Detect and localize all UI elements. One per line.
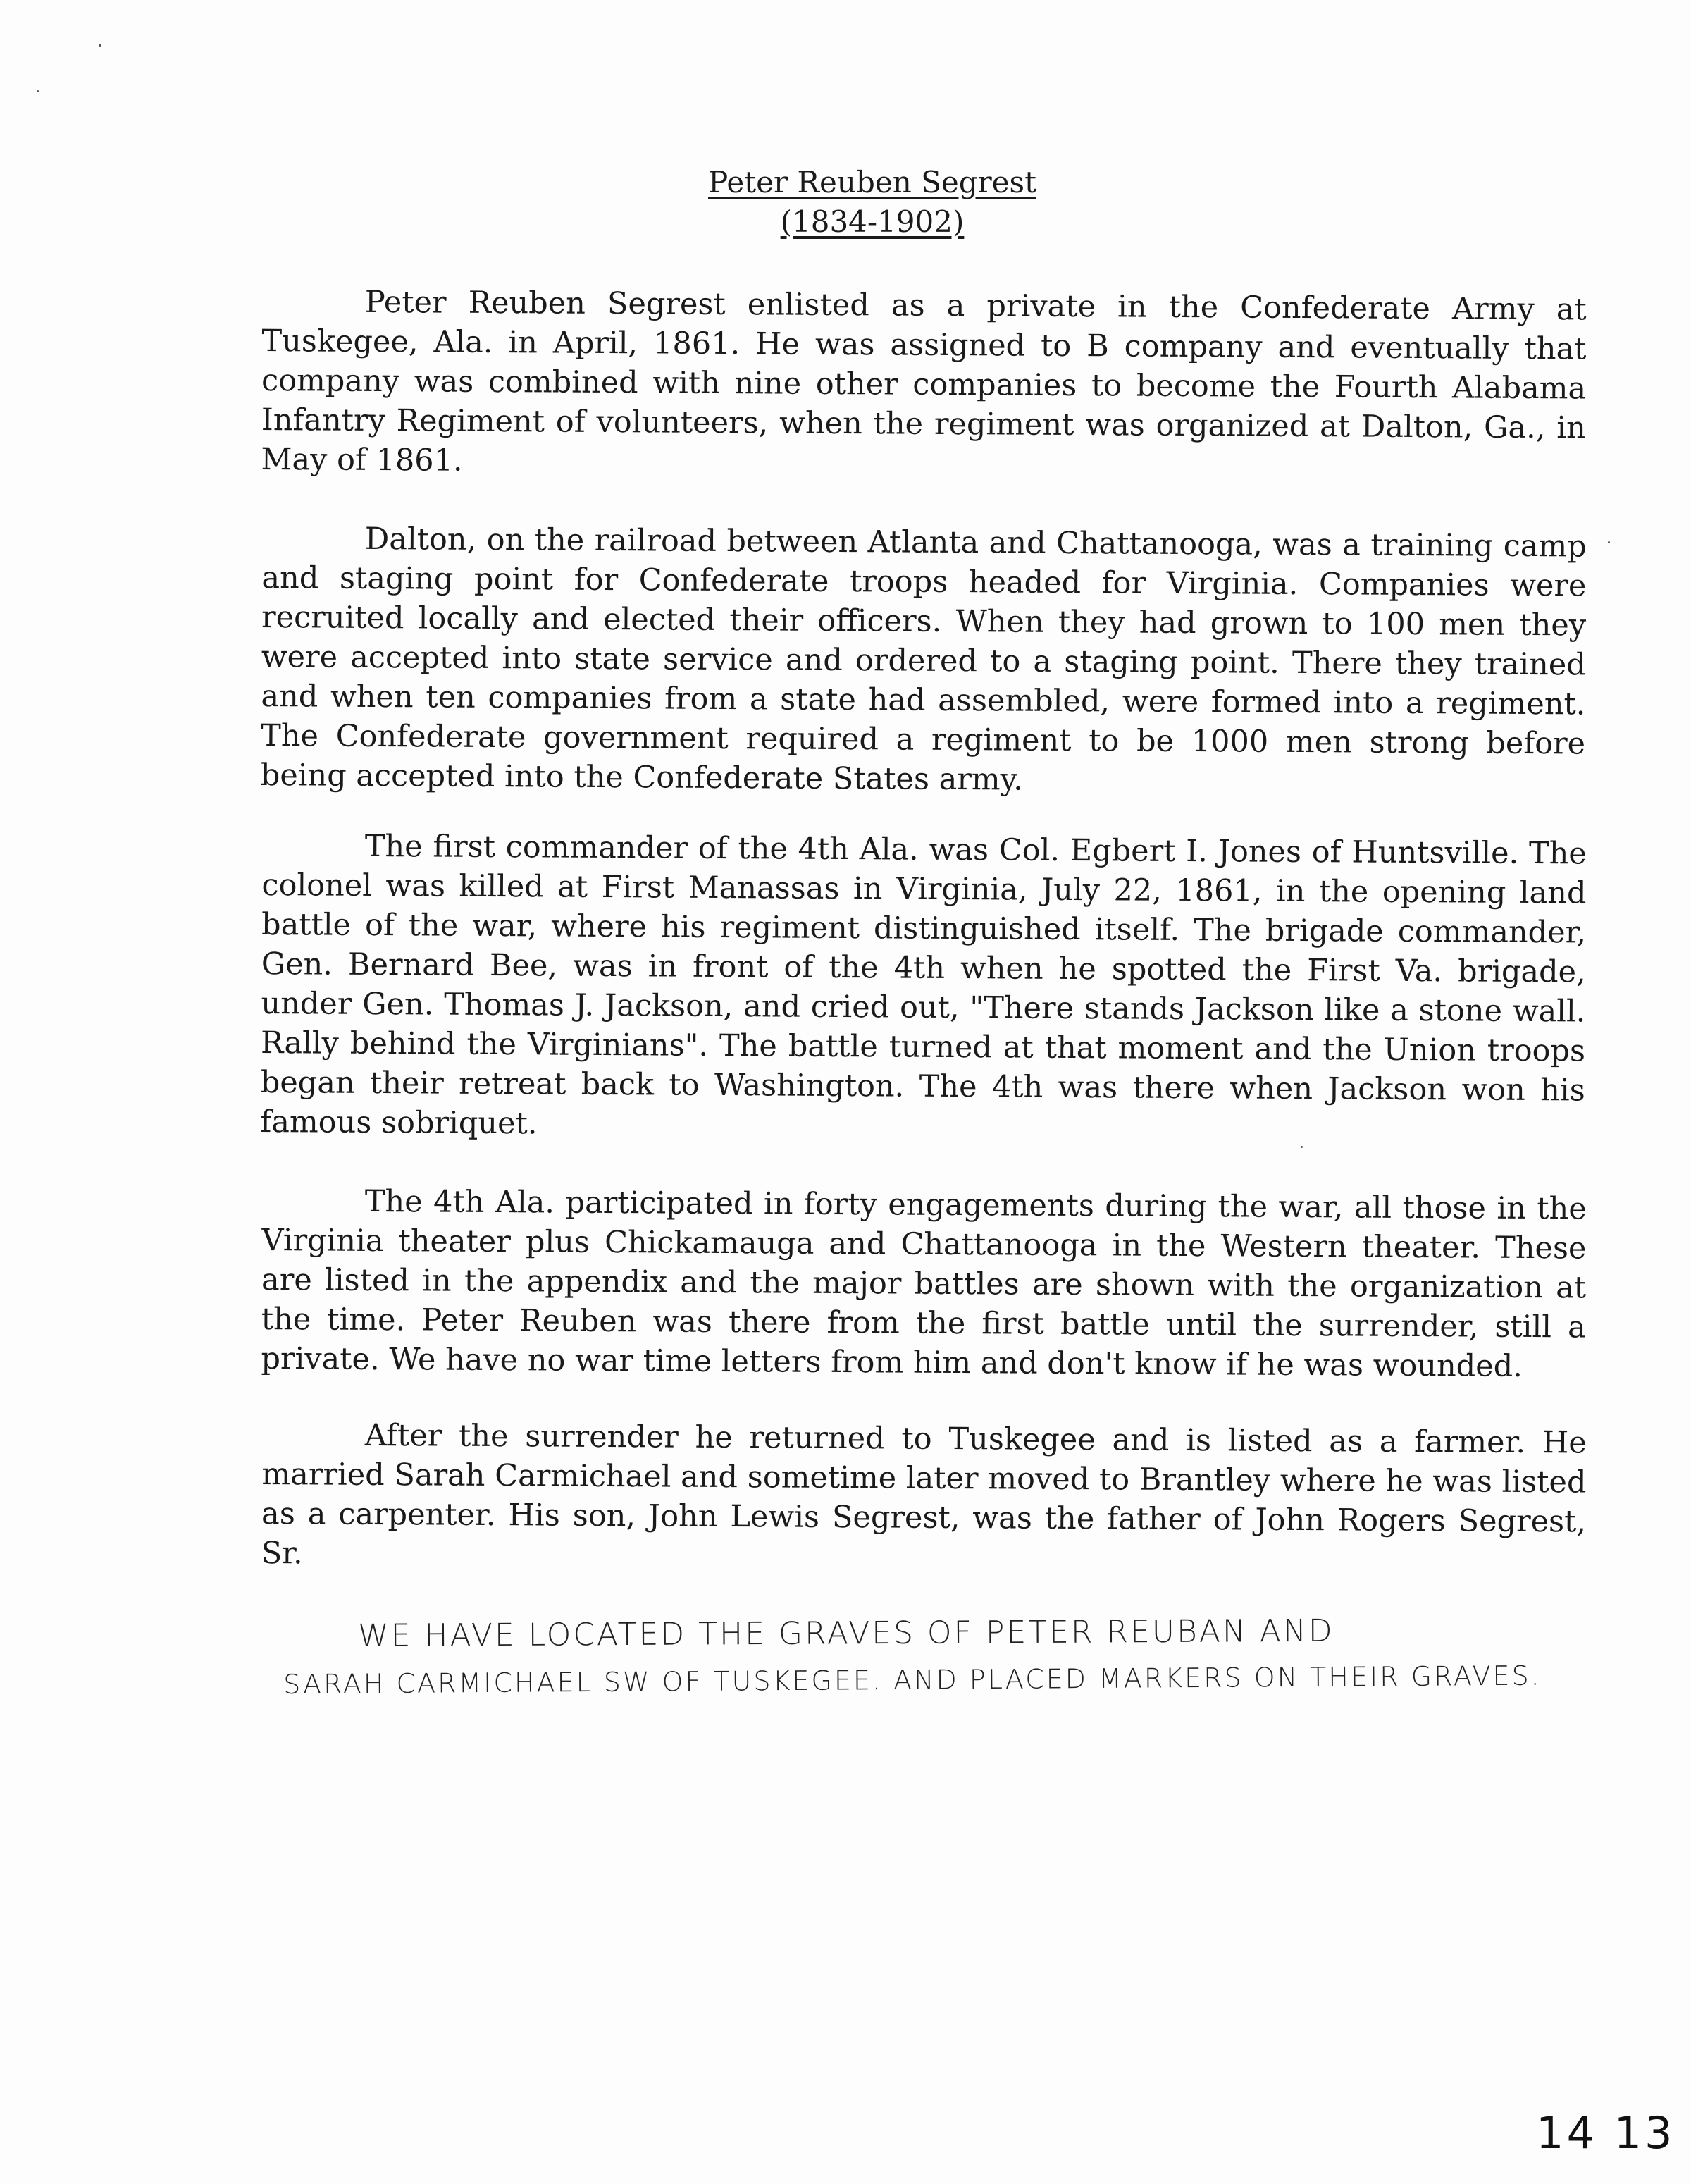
handwritten-note-line-1: WE HAVE LOCATED THE GRAVES OF PETER REUBAN AND: [358, 1612, 1334, 1654]
paragraph-dalton: Dalton, on the railroad between Atlanta and Chattanooga, was a training camp and staging point for Confederate troops headed for Virginia. Companies were recruited locally and elected their officers. When they had grown to 100 men they were accepted into state service and ordered to a staging point. There they trained and when ten companies from a state had assembled, were formed into a regiment. The Confederate government required a regiment to be 1000 men strong before being accepted into the Confederate States army.: [260, 521, 1587, 798]
scan-speck: [1608, 541, 1610, 543]
handwritten-note-line-2: SARAH CARMICHAEL SW OF TUSKEGEE. AND PLACED MARKERS ON THEIR GRAVES.: [283, 1660, 1542, 1700]
scan-speck: [37, 90, 39, 92]
paragraph-after-surrender: After the surrender he returned to Tuskegee and is listed as a farmer. He married Sarah Carmichael and sometime later moved to Brantley where he was listed as a carpenter. His son, John Lewis Segrest, was the father of John Rogers Segrest, Sr.: [261, 1417, 1587, 1572]
scan-speck: [99, 44, 101, 47]
paragraph-enlistment: Peter Reuben Segrest enlisted as a private in the Confederate Army at Tuskegee, Ala. in April, 1861. He was assigned to B company and eventually that company was combined with nine other companies to become the Fourth Alabama Infantry Regiment of volunteers, when the regiment was organized at Dalton, Ga., in May of 1861.: [261, 284, 1587, 479]
document-dates: (1834-1902): [780, 204, 965, 239]
paragraph-first-commander: The first commander of the 4th Ala. was Col. Egbert I. Jones of Huntsville. The colonel was killed at First Manassas in Virginia, July 22, 1861, in the opening land battle of the war, where his regiment distinguished itself. The brigade commander, Gen. Bernard Bee, was in front of the 4th when he spotted the First Va. brigade, under Gen. Thomas J. Jackson, and cried out, "There stands Jackson like a stone wall. Rally behind the Virginians". The battle turned at that moment and the Union troops began their retreat back to Washington. The 4th was there when Jackson won his famous sobriquet.: [260, 828, 1587, 1142]
paragraph-engagements: The 4th Ala. participated in forty engagements during the war, all those in the Virginia theater plus Chickamauga and Chattanooga in the Western theater. These are listed in the appendix and the major battles are shown with the organization at the time. Peter Reuben was there from the first battle until the surrender, still a private. We have no war time letters from him and don't know if he was wounded.: [261, 1183, 1587, 1384]
document-title: Peter Reuben Segrest: [708, 165, 1036, 199]
handwritten-page-number: 14 13: [1536, 2107, 1675, 2159]
